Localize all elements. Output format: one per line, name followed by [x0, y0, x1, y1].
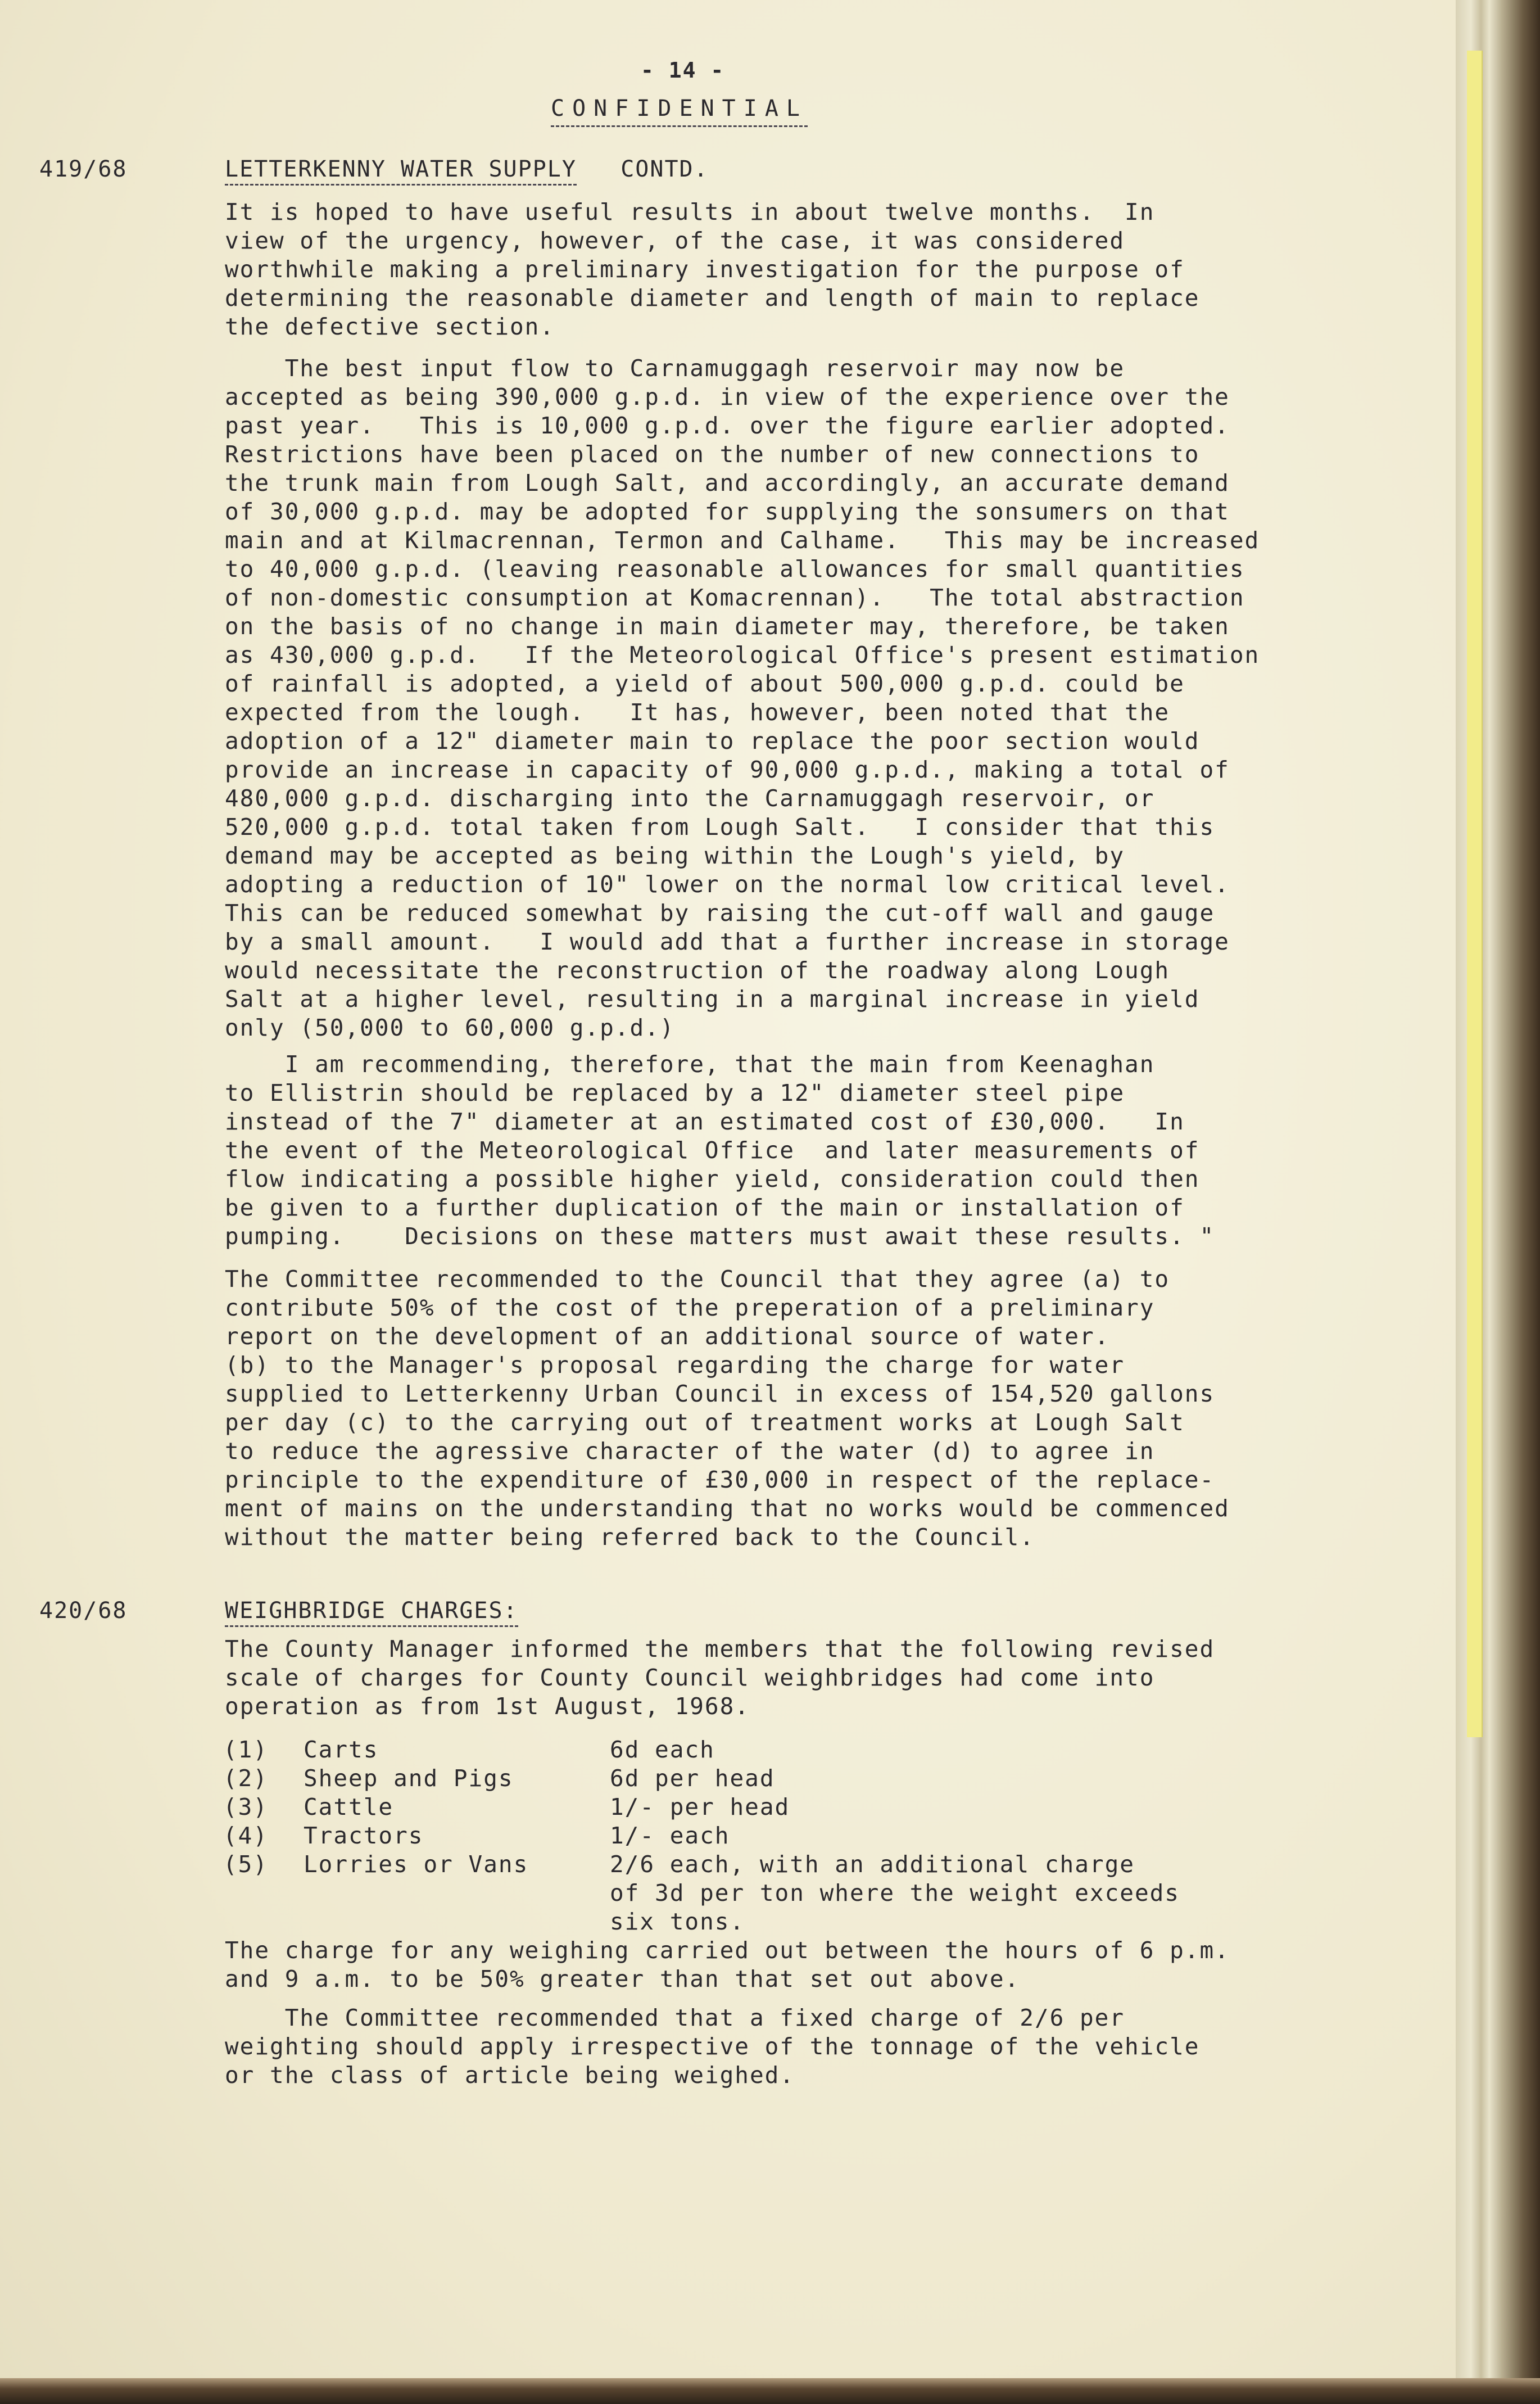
paragraph: I am recommending, therefore, that the main from Keenaghan to Ellistrin should be replaced by a 12" diameter steel pipe instead of the 7" diameter at an estimated cost of £30,000. In the event of the Meteorological Office and later measurements of flow indicating a possible higher yield, consideration could then be given to a further duplication of the main or installation of pumping. Decisions on these matters must await these results. " — [225, 1051, 1215, 1250]
minute-heading — [225, 1597, 518, 1625]
schedule-rate: 1/- each — [610, 1822, 730, 1849]
page-tab-marker — [1467, 51, 1483, 1737]
schedule-number: (3) — [223, 1793, 269, 1820]
schedule-number: (5) — [223, 1851, 269, 1878]
committee-recommendation: The Committee recommended to the Council that they agree (a) to contribute 50% of the cost of the preperation of a preliminary report on the development of an additional source of water. (b) to the Manager's proposal regarding the charge for water supplied to Letterkenny Urban Council in excess of 154,520 gallons per day (c) to the carrying out of treatment works at Lough Salt to reduce the agressive character of the water (d) to agree in principle to the expenditure of £30,000 in respect of the replace- ment of mains on the understanding that no works would be commenced without the matter being referred back to the Council. — [225, 1266, 1230, 1551]
minute-heading — [225, 155, 709, 184]
minute-number: 420/68 — [39, 1598, 128, 1624]
schedule-item: Tractors — [304, 1822, 424, 1849]
paragraph: It is hoped to have useful results in about twelve months. In view of the urgency, however, of the case, it was considered worthwhile making a preliminary investigation for the purpose of determining the reasonable diameter and length of main to replace the defective section. — [225, 198, 1200, 340]
schedule-item: Lorries or Vans — [304, 1851, 529, 1878]
paragraph: The best input flow to Carnamuggagh reservoir may now be accepted as being 390,000 g.p.d. in view of the experience over the past year. This is 10,000 g.p.d. over the figure earlier adopted. Restrictions have been placed on the number of new connections to the trunk main from Lough Salt, and accordingly, an accurate demand of 30,000 g.p.d. may be adopted for supplying the sonsumers on that main and at Kilmacrennan, Termon and Calhame. This may be increased to 40,000 g.p.d. (leaving reasonable allowances for small quantities of non-domestic consumption at Komacrennan). The total abstraction on the basis of no change in main diameter may, therefore, be taken as 430,000 g.p.d. If the Meteorological Office's present estimation of rainfall is adopted, a yield of about 500,000 g.p.d. could be expected from the lough. It has, however, been noted that the adoption of a 12" diameter main to replace the poor section would provide an increase in capacity of 90,000 g.p.d., making a total of 480,000 g.p.d. discharging into the Carnamuggagh reservoir, or 520,000 g.p.d. total taken from Lough Salt. I consider that this demand may be accepted as being within the Lough's yield, by adopting a reduction of 10" lower on the normal low critical level. This can be reduced somewhat by raising the cut-off wall and gauge by a small amount. I would add that a further increase in storage would necessitate the reconstruction of the roadway along Lough Salt at a higher level, resulting in a marginal increase in yield only (50,000 to 60,000 g.p.d.) — [225, 355, 1260, 1041]
committee-recommendation: The Committee recommended that a fixed charge of 2/6 per weighting should apply irrespective of the tonnage of the vehicle or the class of article being weighed. — [225, 2004, 1200, 2089]
paragraph: The charge for any weighing carried out between the hours of 6 p.m. and 9 a.m. to be 50% greater than that set out above. — [225, 1937, 1230, 1992]
schedule-rate: 1/- per head — [610, 1793, 790, 1820]
paragraph: The County Manager informed the members that the following revised scale of charges for County Council weighbridges had come into operation as from 1st August, 1968. — [225, 1635, 1215, 1720]
schedule-item: Cattle — [304, 1793, 394, 1820]
schedule-number: (2) — [223, 1765, 269, 1792]
classification-label: CONFIDENTIAL — [551, 94, 808, 127]
page-bottom-edge — [0, 2378, 1540, 2404]
schedule-item: Carts — [304, 1736, 379, 1763]
heading-text: WEIGHBRIDGE CHARGES: — [225, 1598, 518, 1627]
page-number: - 14 - — [641, 58, 725, 83]
schedule-rate: 2/6 each, with an additional charge of 3d per ton where the weight exceeds six tons. — [610, 1851, 1180, 1935]
minute-number: 419/68 — [39, 156, 128, 182]
schedule-number: (1) — [223, 1736, 269, 1763]
heading-suffix: CONTD. — [620, 156, 709, 182]
schedule-item: Sheep and Pigs — [304, 1765, 514, 1792]
schedule-rate: 6d per head — [610, 1765, 775, 1792]
schedule-number: (4) — [223, 1822, 269, 1849]
heading-text: LETTERKENNY WATER SUPPLY — [225, 156, 577, 186]
schedule-rate: 6d each — [610, 1736, 715, 1763]
